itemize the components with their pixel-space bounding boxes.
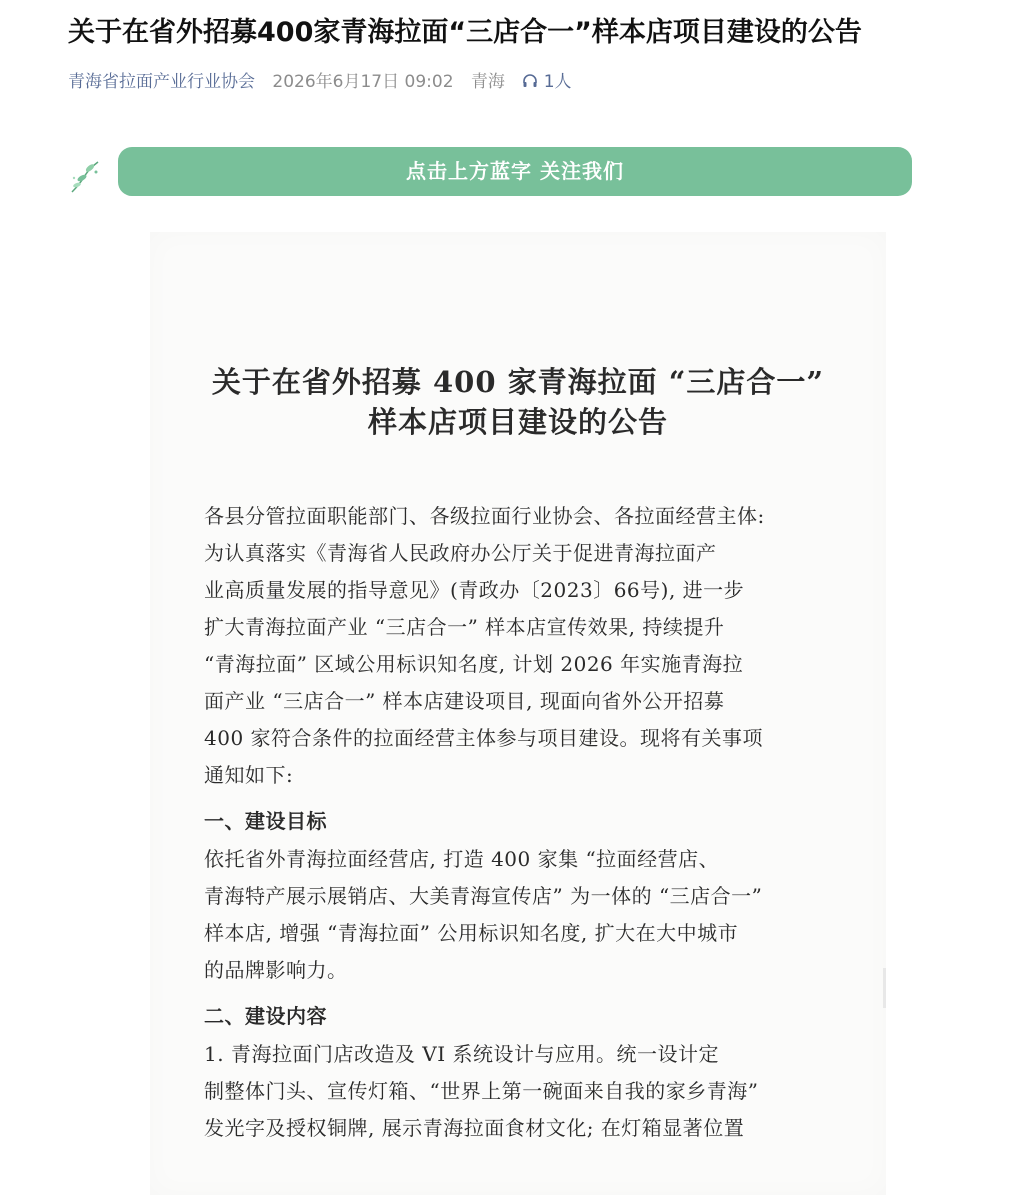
document-line: 400 家符合条件的拉面经营主体参与项目建设。现将有关事项: [204, 726, 764, 750]
document-image: [150, 232, 886, 1195]
scroll-edge: [883, 968, 886, 1008]
document-line: 各县分管拉面职能部门、各级拉面行业协会、各拉面经营主体:: [204, 504, 765, 528]
document-line: 发光字及授权铜牌, 展示青海拉面食材文化; 在灯箱显著位置: [204, 1116, 745, 1140]
article-meta: [68, 68, 596, 96]
document-line: 通知如下:: [204, 763, 294, 787]
listen-button[interactable]: [522, 72, 583, 92]
document-line: 面产业 “三店合一” 样本店建设项目, 现面向省外公开招募: [204, 689, 725, 713]
headphones-icon: [522, 73, 538, 89]
document-line: 为认真落实《青海省人民政府办公厅关于促进青海拉面产: [204, 541, 717, 565]
document-line: 1. 青海拉面门店改造及 VI 系统设计与应用。统一设计定: [204, 1042, 719, 1066]
document-line: 样本店, 增强 “青海拉面” 公用标识知名度, 扩大在大中城市: [204, 921, 739, 945]
document-line: 业高质量发展的指导意见》(青政办〔2023〕66号), 进一步: [204, 578, 745, 602]
document-line: 青海特产展示展销店、大美青海宣传店” 为一体的 “三店合一”: [204, 884, 763, 908]
publish-datetime: 2026年6月17日 09:02: [272, 72, 454, 92]
document-title-line-1: 关于在省外招募 400 家青海拉面 “三店合一”: [211, 365, 825, 399]
document-line: 依托省外青海拉面经营店, 打造 400 家集 “拉面经营店、: [204, 847, 720, 871]
sprout-icon: [68, 158, 108, 198]
document-line: “青海拉面” 区域公用标识知名度, 计划 2026 年实施青海拉: [204, 652, 744, 676]
document-line: 制整体门头、宣传灯箱、“世界上第一碗面来自我的家乡青海”: [204, 1079, 759, 1103]
follow-banner[interactable]: 点击上方蓝字 关注我们: [118, 147, 912, 196]
article-title: 关于在省外招募400家青海拉面“三店合一”样本店项目建设的公告: [68, 17, 862, 48]
account-name-link[interactable]: 青海省拉面产业行业协会: [68, 72, 255, 92]
document-title-line-2: 样本店项目建设的公告: [367, 405, 668, 439]
publish-location: 青海: [470, 72, 505, 92]
document-line: 扩大青海拉面产业 “三店合一” 样本店宣传效果, 持续提升: [204, 615, 725, 639]
document-section-heading: 二、建设内容: [204, 1004, 327, 1028]
document-section-heading: 一、建设目标: [204, 809, 327, 833]
document-line: 的品牌影响力。: [204, 958, 348, 982]
listener-count: 1人: [543, 72, 572, 92]
